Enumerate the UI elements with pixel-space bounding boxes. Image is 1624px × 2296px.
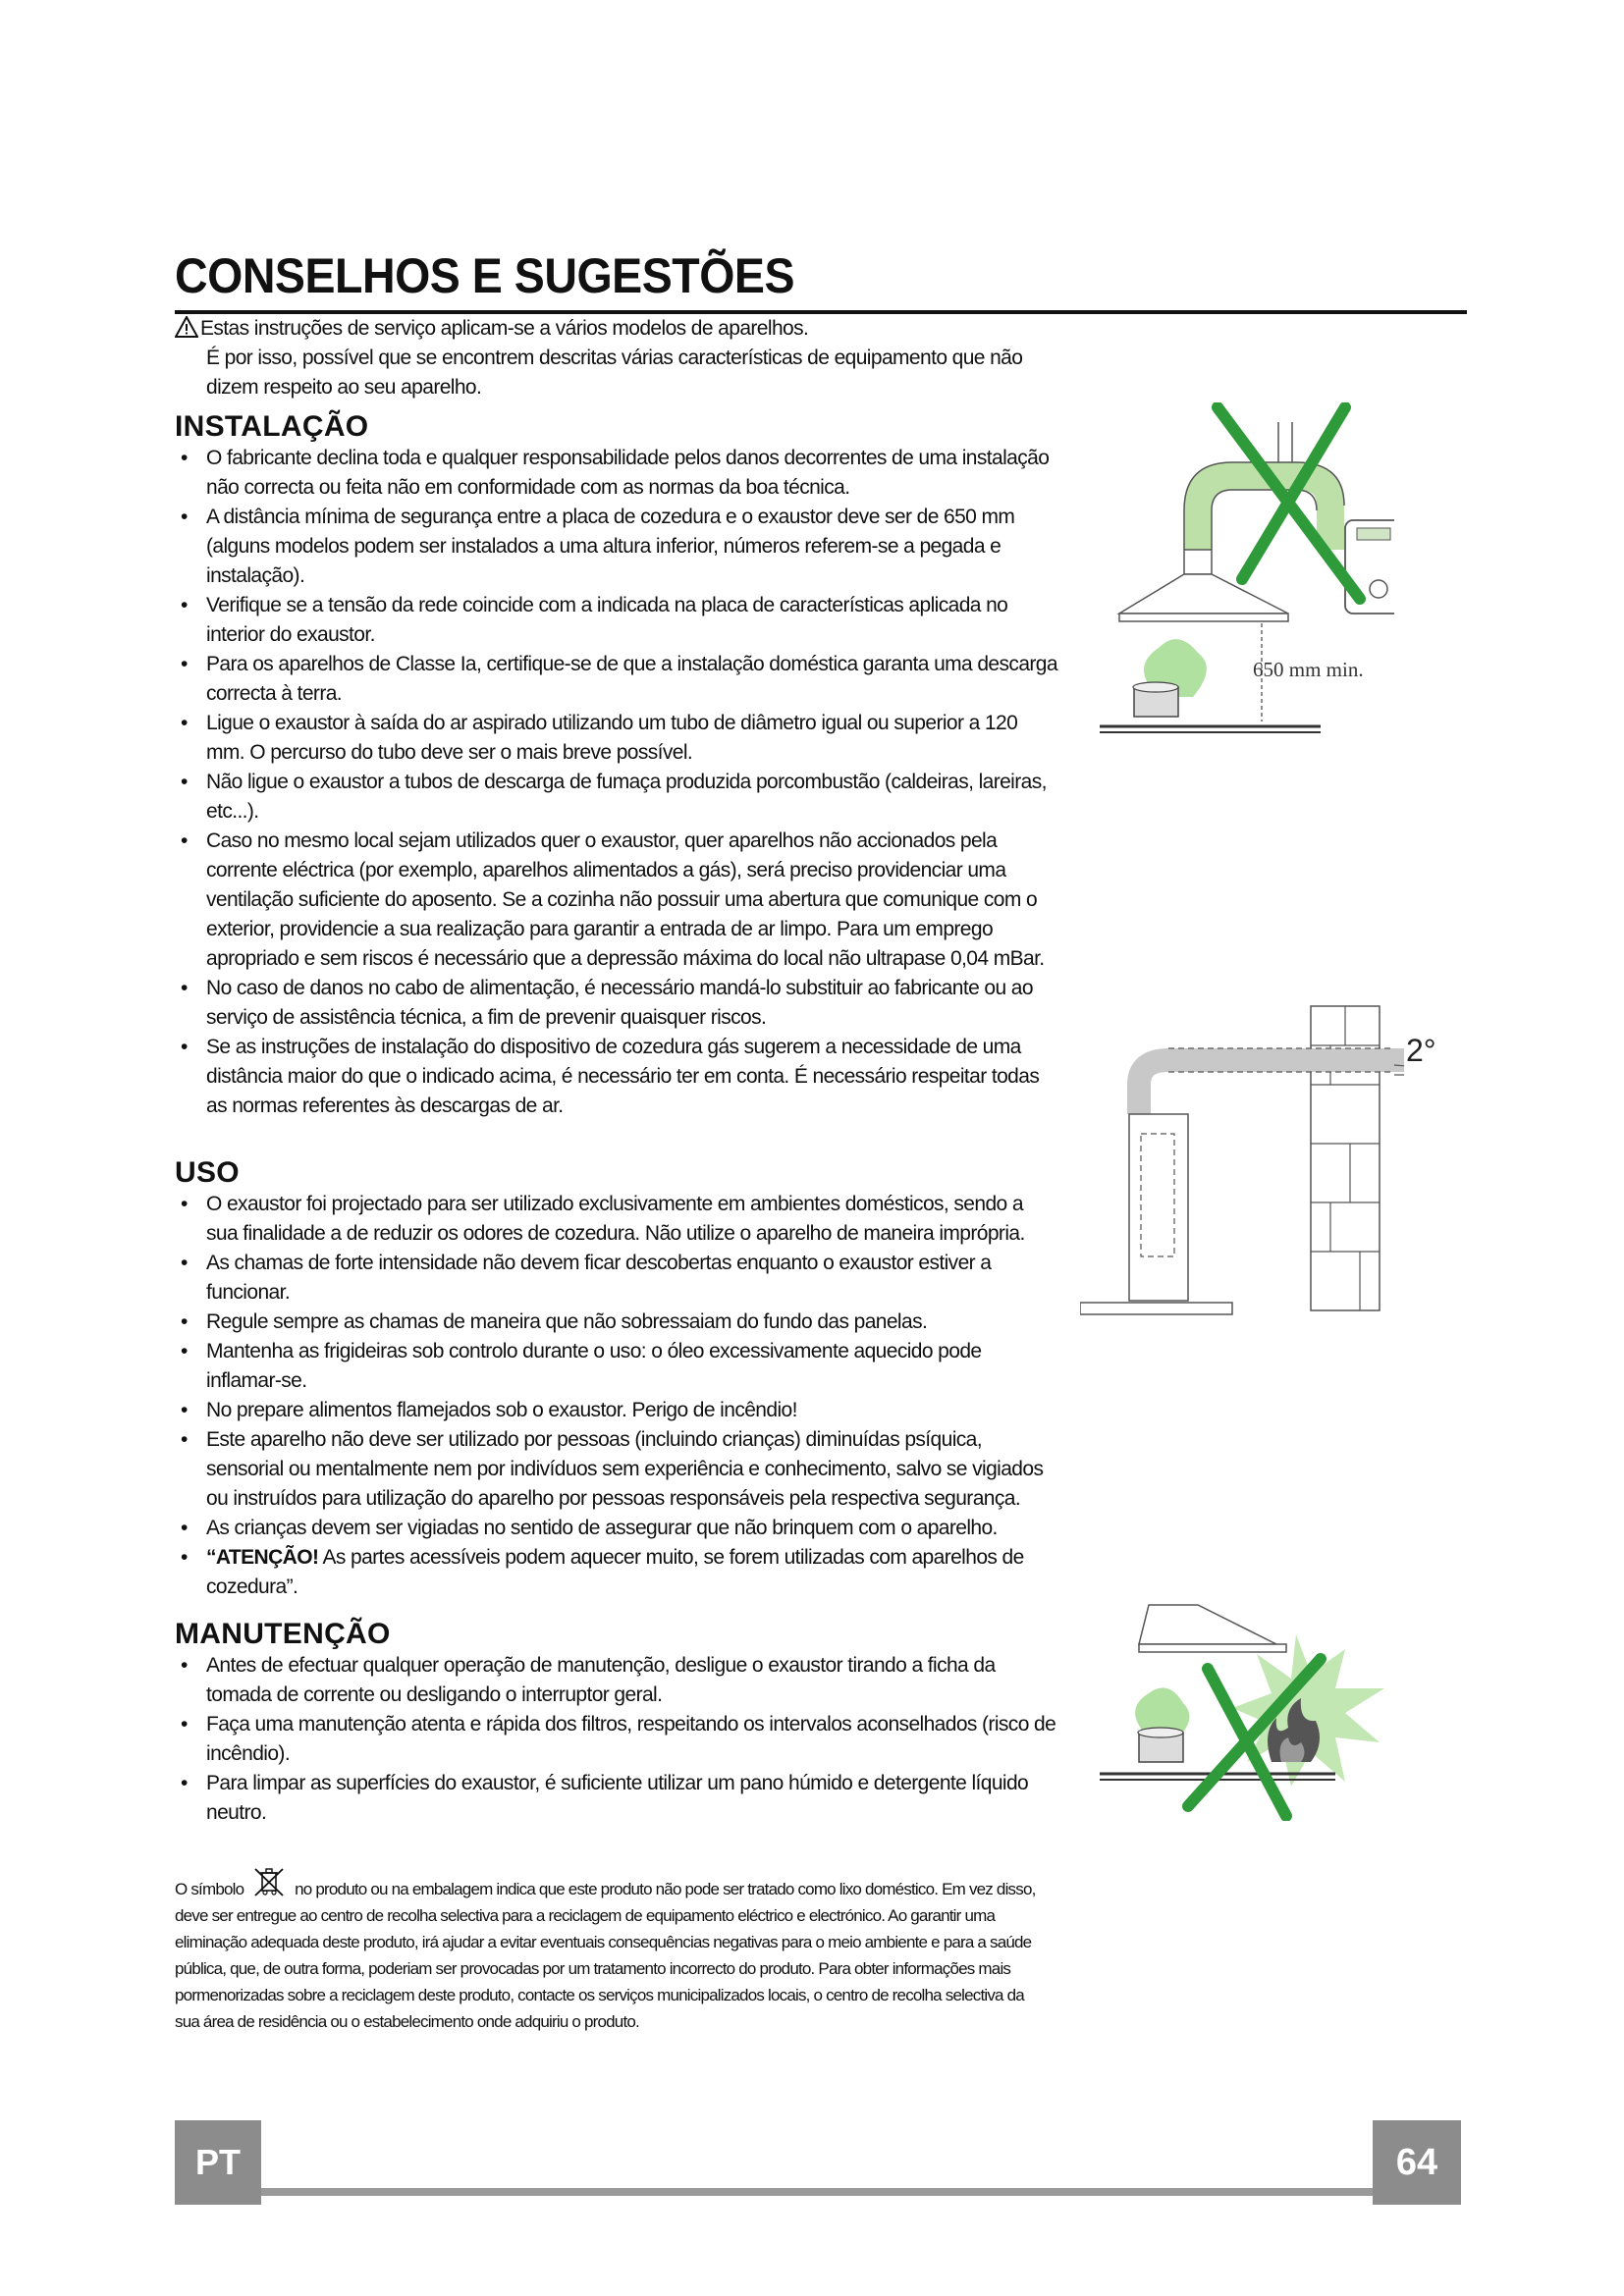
- angle-label: 2°: [1406, 1033, 1436, 1068]
- warning-icon: [175, 316, 198, 338]
- page-number: 64: [1373, 2120, 1461, 2205]
- list-item: • A distância mínima de segurança entre a placa de cozedura e o exaustor deve ser de 650 mm (alguns modelos podem ser instalados a uma altura inferior, números referem-se a pegada e instalação).: [175, 503, 1058, 591]
- intro-line-1: Estas instruções de serviço aplicam-se a vários modelos de aparelhos.: [200, 317, 809, 340]
- list-item: • Não ligue o exaustor a tubos de descarga de fumaça produzida porcombustão (caldeiras, lareiras, etc...).: [175, 768, 1058, 827]
- list-item: • Faça uma manutenção atenta e rápida dos filtros, respeitando os intervalos aconselhados (risco de incêndio).: [175, 1710, 1058, 1769]
- section-uso: [175, 1156, 1058, 1602]
- section-instalacao: [175, 410, 1058, 1121]
- list-item: • Regule sempre as chamas de maneira que não sobressaiam do fundo das panelas.: [175, 1308, 1058, 1337]
- intro-note: [175, 314, 1058, 402]
- list-item-attention: [175, 1543, 1058, 1602]
- distance-label: 650 mm min.: [1253, 658, 1364, 681]
- list-item: • No caso de danos no cabo de alimentação, é necessário mandá-lo substituir ao fabricante ou ao serviço de assistência técnica, a fim de prevenir quaisquer riscos.: [175, 974, 1058, 1033]
- instalacao-list: [175, 444, 1058, 1121]
- flame-warning-figure: [1100, 1595, 1424, 1821]
- weee-notice: [175, 1865, 1049, 2035]
- list-item: • O exaustor foi projectado para ser utilizado exclusivamente em ambientes domésticos, sendo a sua finalidade a de reduzir os odores de cozedura. Não utilize o aparelho de maneira imprópria.: [175, 1190, 1058, 1249]
- footer-bar: [175, 2188, 1461, 2196]
- weee-text-before: O símbolo: [175, 1880, 244, 1898]
- attention-label: “ATENÇÃO!: [206, 1546, 319, 1569]
- section-heading-manutencao: MANUTENÇÃO: [175, 1618, 391, 1650]
- list-item: • Caso no mesmo local sejam utilizados quer o exaustor, quer aparelhos não accionados pela corrente eléctrica (por exemplo, aparelhos alimentados a gás), será preciso providenciar uma ventilação suficiente do aposento. Se a cozinha não possuir uma abertura que comunique com o exterior, providencie a sua realização para garantir a entrada de ar limpo. Para um emprego apropriado e sem riscos é necessário que a depressão máxima do local não ultrapase 0,04 mBar.: [175, 827, 1058, 974]
- attention-text: As partes acessíveis podem aquecer muito, se forem utilizadas com aparelhos de cozedura”.: [206, 1546, 1024, 1598]
- intro-line-2: É por isso, possível que se encontrem descritas várias características de equipamento que não dizem respeito ao seu aparelho.: [206, 347, 1023, 399]
- list-item: • Para limpar as superfícies do exaustor, é suficiente utilizar um pano húmido e detergente líquido neutro.: [175, 1769, 1058, 1828]
- page-title: CONSELHOS E SUGESTÕES: [175, 248, 795, 303]
- chimney-hood-figure: [1080, 996, 1404, 1320]
- list-item: • Antes de efectuar qualquer operação de manutenção, desligue o exaustor tirando a ficha da tomada de corrente ou desligando o interruptor geral.: [175, 1651, 1058, 1710]
- section-manutencao: [175, 1618, 1058, 1828]
- list-item: • O fabricante declina toda e qualquer responsabilidade pelos danos decorrentes de uma instalação não correcta ou feita não em conformidade com as normas da boa técnica.: [175, 444, 1058, 503]
- manutencao-list: [175, 1651, 1058, 1828]
- crossed-bin-icon: [249, 1865, 289, 1898]
- list-item: • Mantenha as frigideiras sob controlo durante o uso: o óleo excessivamente aquecido pode inflamar-se.: [175, 1337, 1058, 1396]
- uso-list: [175, 1190, 1058, 1602]
- language-badge: PT: [175, 2120, 261, 2205]
- list-item: • Se as instruções de instalação do dispositivo de cozedura gás sugerem a necessidade de uma distância maior do que o indicado acima, é necessário ter em conta. É necessário respeitar todas as normas referentes às descargas de ar.: [175, 1033, 1058, 1121]
- list-item: • No prepare alimentos flamejados sob o exaustor. Perigo de incêndio!: [175, 1396, 1058, 1425]
- section-heading-instalacao: INSTALAÇÃO: [175, 410, 369, 443]
- list-item: • As crianças devem ser vigiadas no sentido de assegurar que não brinquem com o aparelho.: [175, 1514, 1058, 1543]
- weee-text-after: no produto ou na embalagem indica que este produto não pode ser tratado como lixo doméstico. Em vez disso, deve ser entregue ao centro de recolha selectiva para a reciclagem de equipamento eléctrico e electrónico. Ao garantir uma eliminação adequada deste produto, irá ajudar a evitar eventuais consequências negativas para o meio ambiente e para a saúde pública, que, de outra forma, poderiam ser provocadas por um tratamento incorrecto do produto. Para obter informações mais pormenorizadas sobre a reciclagem deste produto, contacte os serviços municipalizados locais, o centro de recolha selectiva da sua área de residência ou o estabelecimento onde adquiriu o produto.: [175, 1880, 1036, 2031]
- list-item: • Verifique se a tensão da rede coincide com a indicada na placa de características aplicada no interior do exaustor.: [175, 591, 1058, 650]
- list-item: • As chamas de forte intensidade não devem ficar descobertas enquanto o exaustor estiver a funcionar.: [175, 1249, 1058, 1308]
- list-item: • Para os aparelhos de Classe Ia, certifique-se de que a instalação doméstica garanta uma descarga correcta à terra.: [175, 650, 1058, 709]
- list-item: • Este aparelho não deve ser utilizado por pessoas (incluindo crianças) diminuídas psíquica, sensorial ou mentalmente nem por indivíduos sem experiência e conhecimento, salvo se vigiados ou instruídos para utilização do aparelho por pessoas responsáveis pela respectiva segurança.: [175, 1425, 1058, 1514]
- section-heading-uso: USO: [175, 1156, 240, 1189]
- list-item: • Ligue o exaustor à saída do ar aspirado utilizando um tubo de diâmetro igual ou superior a 120 mm. O percurso do tubo deve ser o mais breve possível.: [175, 709, 1058, 768]
- hood-boiler-figure: [1100, 402, 1394, 736]
